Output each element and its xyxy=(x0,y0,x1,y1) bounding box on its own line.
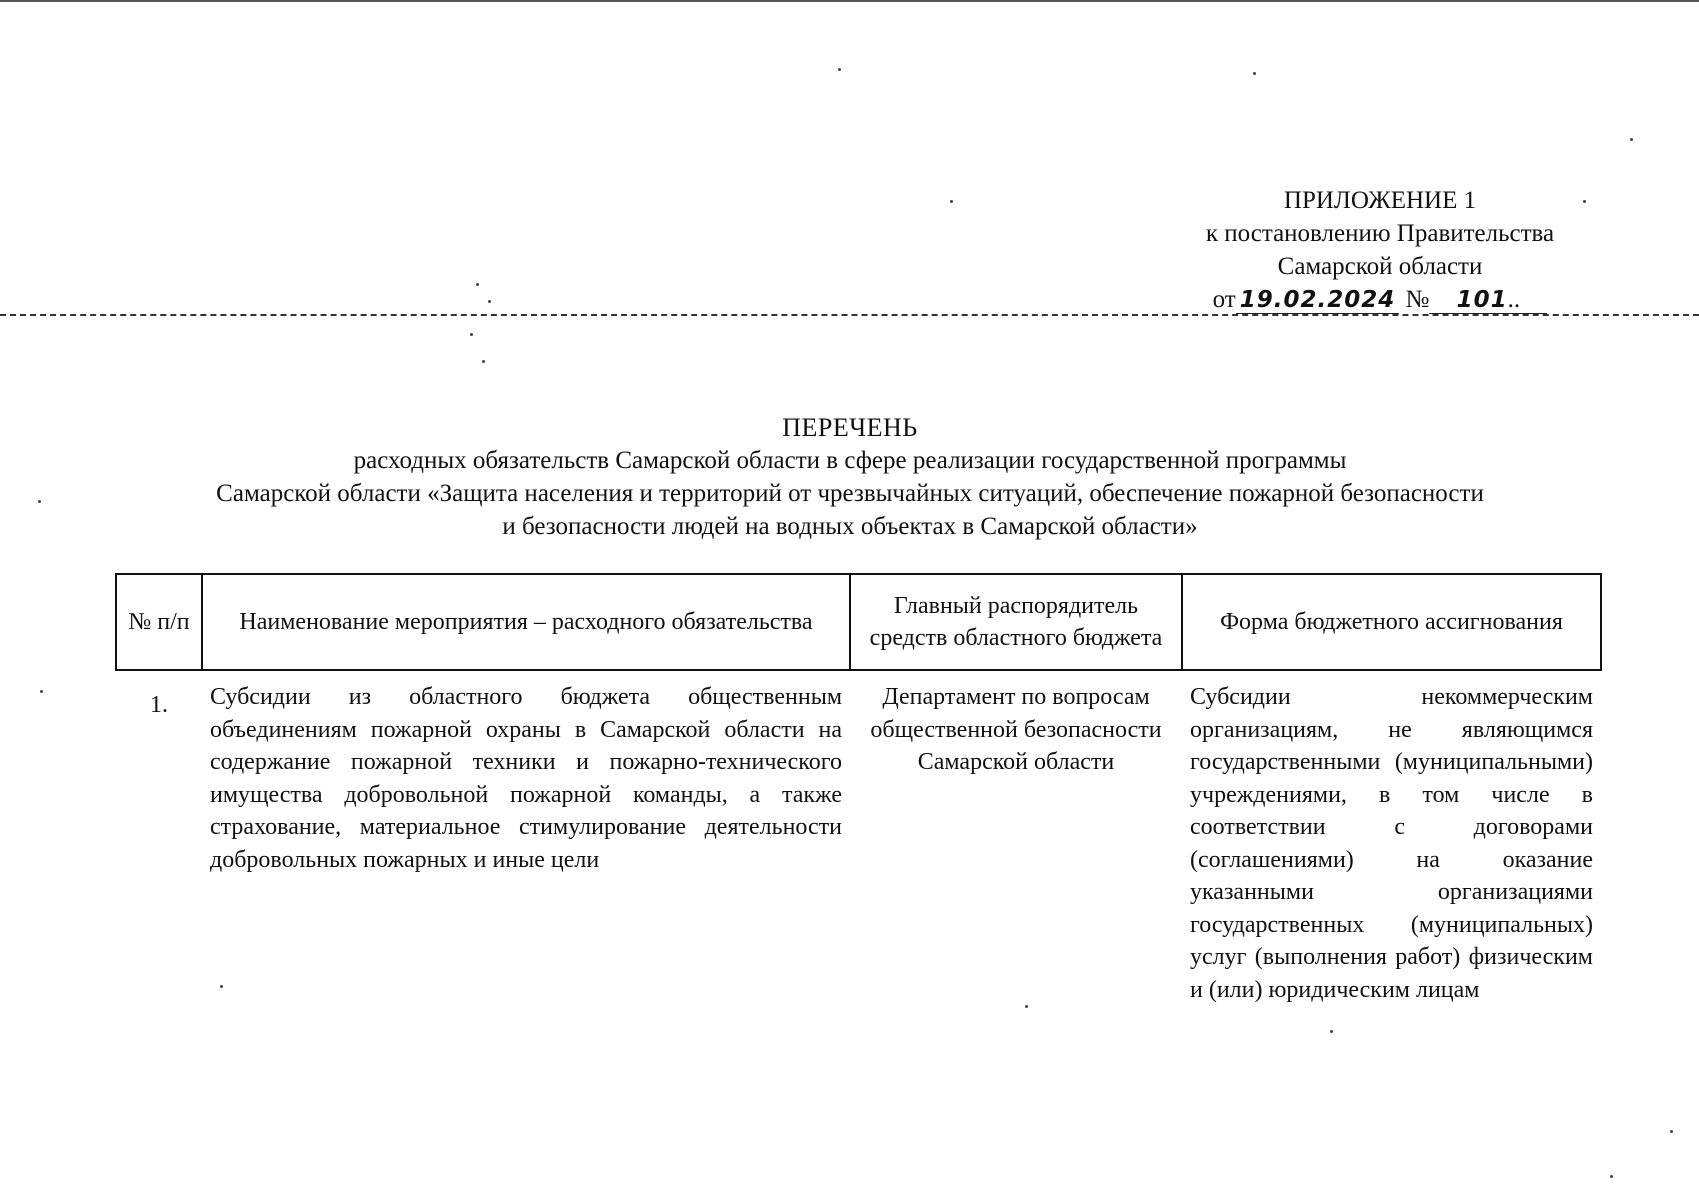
table-row xyxy=(116,670,1601,1006)
cell-form: Субсидии некоммерческим организациям, не являющимся государственными (муниципальными) учреждениями, в том числе в соответствии с договорами (соглашениями) на оказание указанными организациями государственных (муниципальных) услуг (выполнения работ) физическим и (или) юридическим лицам xyxy=(1190,684,1593,1003)
cell-admin: Департамент по вопросам общественной безопасности Самарской области xyxy=(870,684,1162,775)
appendix-date-line xyxy=(1150,283,1610,316)
obligations-table xyxy=(115,573,1602,1006)
header-form: Форма бюджетного ассигнования xyxy=(1182,574,1601,670)
obligations-table-wrap xyxy=(115,573,1600,1006)
scan-speck xyxy=(476,283,479,286)
scan-speck xyxy=(488,300,491,303)
table-header xyxy=(116,574,1601,670)
document-title: ПЕРЕЧЕНЬ xyxy=(782,413,918,442)
table-header-row xyxy=(116,574,1601,670)
appendix-title: ПРИЛОЖЕНИЕ 1 xyxy=(1283,187,1477,214)
cell-name: Субсидии из областного бюджета общественным объединениям пожарной охраны в Самарской области на содержание пожарной техники и пожарно-технического имущества добровольной пожарной команды, а также страхование, материальное стимулирование деятельности добровольных пожарных и иные цели xyxy=(210,684,842,873)
appendix-block xyxy=(1150,184,1610,316)
header-num: № п/п xyxy=(116,574,202,670)
scan-speck xyxy=(1610,1175,1613,1178)
number-prefix: № xyxy=(1405,286,1430,313)
handwritten-number: 101 xyxy=(1456,287,1508,313)
scan-speck xyxy=(38,500,41,503)
scan-speck xyxy=(838,68,841,71)
header-name: Наименование мероприятия – расходного обязательства xyxy=(202,574,850,670)
scan-top-edge xyxy=(0,0,1699,2)
appendix-region: Самарской области xyxy=(1277,253,1483,280)
fold-line xyxy=(0,314,1699,316)
date-prefix: от xyxy=(1212,286,1236,313)
cell-num: 1. xyxy=(150,692,168,718)
scan-speck xyxy=(40,690,43,693)
scan-speck xyxy=(1330,1030,1333,1033)
appendix-resolution-ref: к постановлению Правительства xyxy=(1205,220,1555,247)
document-subtitle-line-2: Самарской области «Защита населения и территорий от чрезвычайных ситуаций, обеспечение пожарной безопасности xyxy=(216,480,1484,507)
scan-speck xyxy=(1583,200,1586,203)
scan-speck xyxy=(1253,72,1256,75)
document-title-block xyxy=(60,411,1640,543)
scan-speck xyxy=(482,360,485,363)
number-field: 101.. xyxy=(1429,287,1547,314)
table-body xyxy=(116,670,1601,1006)
scan-speck xyxy=(1630,138,1633,141)
date-field xyxy=(1236,287,1400,314)
document-subtitle-line-1: расходных обязательств Самарской области в сфере реализации государственной программы xyxy=(353,447,1347,474)
document-subtitle-line-3: и безопасности людей на водных объектах в Самарской области» xyxy=(502,513,1198,540)
scan-speck xyxy=(1670,1130,1673,1133)
handwritten-date: 19.02.2024 xyxy=(1239,287,1396,313)
scan-speck xyxy=(950,200,953,203)
header-admin: Главный распорядитель средств областного бюджета xyxy=(850,574,1182,670)
scan-speck xyxy=(470,333,473,336)
